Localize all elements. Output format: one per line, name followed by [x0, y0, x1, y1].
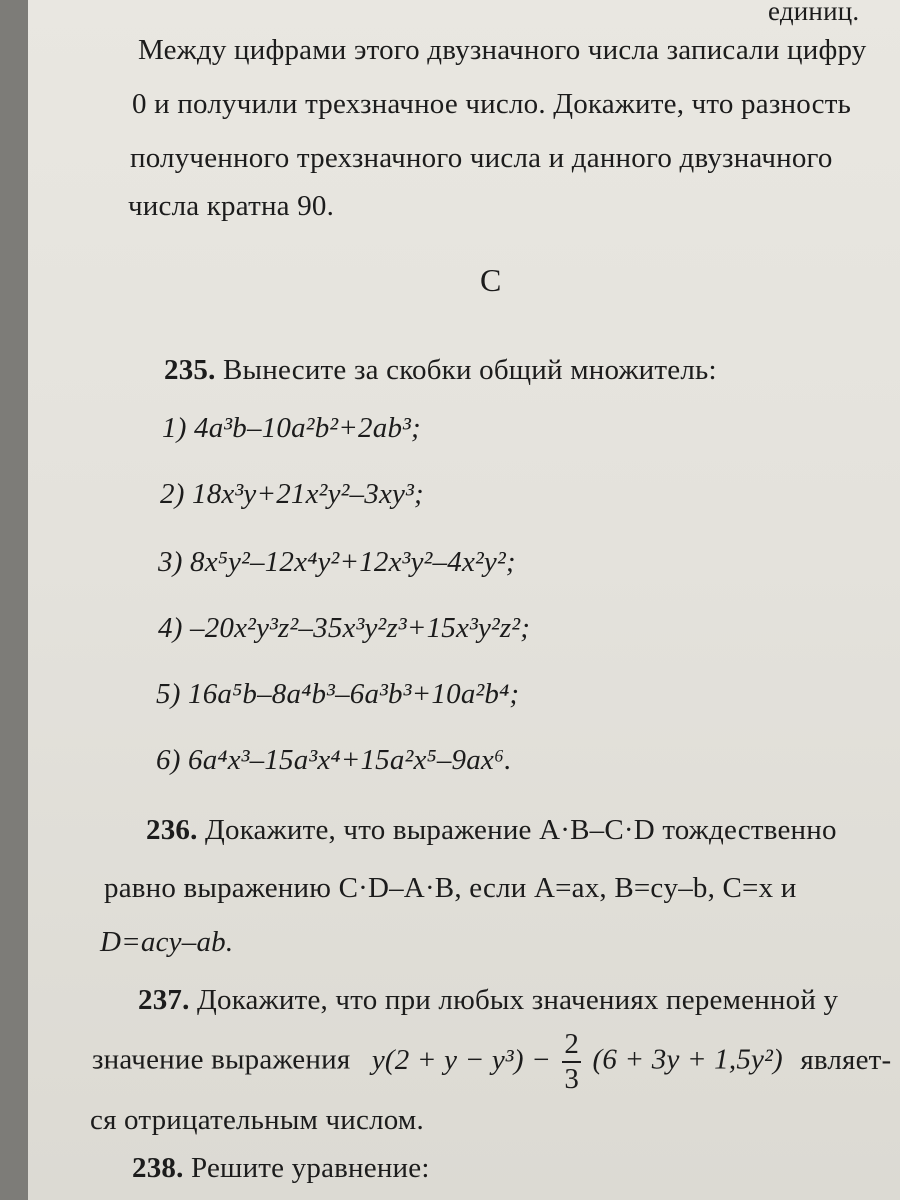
fraction-numerator: 2 [562, 1030, 581, 1063]
problem-237-line-1 [138, 984, 838, 1017]
problem-236-line-1 [146, 814, 837, 847]
section-heading: C [480, 262, 502, 298]
intro-line-1: Между цифрами этого двузначного числа записали цифру [138, 34, 867, 66]
problem-236-line-2: равно выражению C·D–A·B, если A=ax, B=cy–b, C=x и [104, 872, 797, 904]
problem-235-item: 2) 18x³y+21x²y²–3xy³; [160, 478, 424, 510]
problem-235-item: 1) 4a³b–10a²b²+2ab³; [162, 412, 421, 444]
expression-left: y(2 + y − y³) − [371, 1043, 551, 1076]
problem-238-heading [132, 1152, 430, 1185]
problem-number: 236. [146, 814, 198, 846]
problem-237-line-3: ся отрицательным числом. [90, 1104, 424, 1136]
textbook-page [28, 0, 900, 1200]
problem-237-text-2: значение выражения [92, 1043, 351, 1076]
problem-number: 238. [132, 1152, 184, 1184]
problem-235-item: 5) 16a⁵b–8a⁴b³–6a³b³+10a²b⁴; [156, 678, 520, 710]
top-right-fragment: единиц. [768, 0, 860, 26]
problem-number: 235. [164, 354, 216, 386]
intro-line-2: 0 и получили трехзначное число. Докажите, что разность [132, 88, 851, 120]
problem-237-line-2 [92, 1030, 891, 1094]
fraction-denominator: 3 [564, 1063, 580, 1095]
intro-line-4: числа кратна 90. [128, 190, 335, 222]
bleed-through-text [690, 215, 890, 1115]
problem-235-item: 4) –20x²y³z²–35x³y²z³+15x³y²z²; [158, 612, 531, 644]
problem-237-text-1: Докажите, что при любых значениях переменной y [197, 984, 839, 1016]
problem-235-heading [164, 354, 717, 387]
problem-task: Вынесите за скобки общий множитель: [223, 354, 717, 386]
problem-235-item: 6) 6a⁴x³–15a³x⁴+15a²x⁵–9ax⁶. [156, 744, 512, 776]
problem-number: 237. [138, 984, 190, 1016]
problem-236-line-3: D=acy–ab. [100, 926, 234, 958]
fraction [562, 1030, 581, 1094]
intro-line-3: полученного трехзначного числа и данного двузначного [130, 142, 833, 174]
problem-237-line-2-end: являет- [800, 1043, 892, 1076]
problem-task: Решите уравнение: [191, 1152, 430, 1184]
problem-235-item: 3) 8x⁵y²–12x⁴y²+12x³y²–4x²y²; [158, 546, 516, 578]
expression-right: (6 + 3y + 1,5y²) [592, 1043, 783, 1076]
problem-236-text-1: Докажите, что выражение A·B–C·D тождественно [205, 814, 837, 846]
